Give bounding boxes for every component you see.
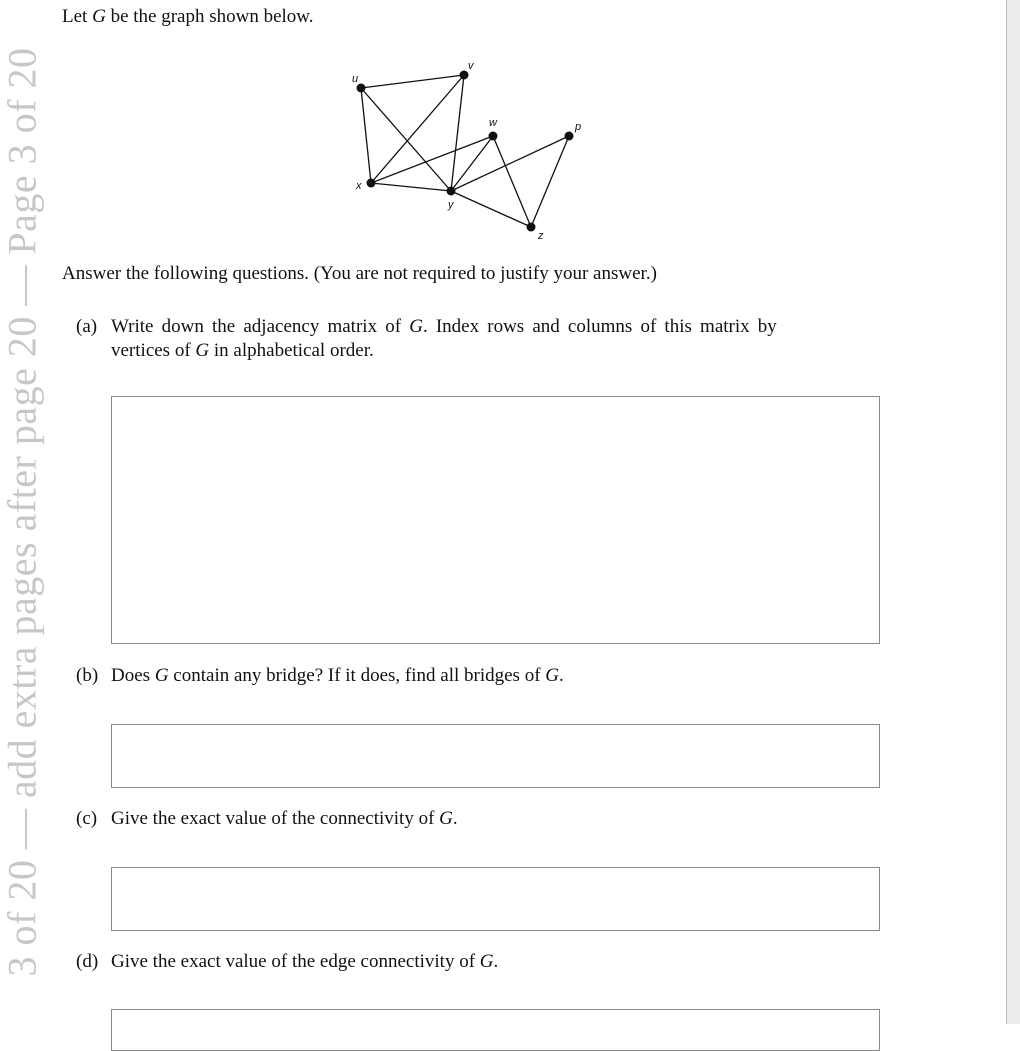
graph-vertex-z	[527, 223, 536, 232]
instructions-text: Answer the following questions. (You are not required to justify your answer.)	[62, 263, 657, 284]
question-b-text-1: Does	[111, 665, 155, 686]
graph-vertex-label-y: y	[448, 199, 454, 211]
graph-edge-y-p	[451, 136, 569, 191]
graph-vertex-y	[447, 187, 456, 196]
question-b-text-3: .	[559, 665, 564, 686]
answer-box-d[interactable]	[111, 1009, 880, 1051]
question-b-var-1: G	[154, 665, 169, 686]
question-b-text-2: contain any bridge? If it does, find all bridges of	[168, 665, 546, 686]
question-d-text-2: .	[493, 951, 499, 972]
question-d-var: G	[479, 951, 494, 972]
graph-edge-w-z	[493, 136, 531, 227]
page-margin-watermark: 3 of 20 — add extra pages after page 20 — Page 3 of 20	[0, 47, 45, 977]
question-b-var-2: G	[545, 665, 560, 686]
question-a-label: (a)	[76, 316, 98, 337]
question-c-text	[111, 807, 458, 831]
question-a-text-3: vertices of	[111, 340, 196, 361]
graph-edge-v-y	[451, 75, 464, 191]
question-d-text	[111, 950, 498, 974]
graph-vertex-label-x: x	[356, 180, 362, 192]
graph-edge-x-y	[371, 183, 451, 191]
graph-vertex-label-z: z	[538, 230, 544, 242]
question-d-text-1: Give the exact value of the edge connectivity of	[111, 951, 480, 972]
intro-before: Let	[62, 6, 93, 27]
answer-box-c[interactable]	[111, 867, 880, 931]
graph-edge-u-v	[361, 75, 464, 88]
graph-vertex-p	[565, 132, 574, 141]
question-a-var-1: G	[409, 316, 423, 337]
question-a-line1	[111, 315, 866, 339]
question-d-label: (d)	[76, 951, 99, 972]
graph-vertex-w	[489, 132, 498, 141]
graph-edge-p-z	[531, 136, 569, 227]
graph-edges	[361, 75, 569, 227]
question-a-line2	[111, 339, 374, 363]
answer-box-b[interactable]	[111, 724, 880, 788]
graph-vertex-label-p: p	[575, 121, 582, 133]
graph-vertex-x	[367, 179, 376, 188]
answer-box-a[interactable]	[111, 396, 880, 644]
graph-edge-v-x	[371, 75, 464, 183]
question-b-label: (b)	[76, 665, 99, 686]
question-a-text-1: Write down the adjacency matrix of	[111, 316, 410, 337]
page-right-edge	[1006, 0, 1020, 1024]
graph-edge-u-y	[361, 88, 451, 191]
question-c-var: G	[439, 808, 453, 829]
graph-vertices	[357, 71, 574, 232]
graph-vertex-label-w: w	[489, 117, 497, 129]
question-a-text-4: in alphabetical order.	[209, 340, 374, 361]
question-a-text-2: . Index rows and columns of this matrix by	[422, 316, 777, 337]
intro-graph-var: G	[92, 6, 106, 27]
graph-vertex-label-v: v	[468, 60, 474, 72]
graph-figure	[330, 55, 600, 245]
question-c-label: (c)	[76, 808, 98, 829]
intro-sentence	[62, 5, 314, 29]
graph-edge-y-z	[451, 191, 531, 227]
graph-vertex-labels	[352, 60, 581, 242]
graph-edge-u-x	[361, 88, 371, 183]
question-c-text-1: Give the exact value of the connectivity of	[111, 808, 440, 829]
intro-after: be the graph shown below.	[105, 6, 314, 27]
question-b-text	[111, 664, 564, 688]
question-a-var-2: G	[195, 340, 210, 361]
question-c-text-2: .	[452, 808, 458, 829]
graph-vertex-label-u: u	[352, 73, 359, 85]
